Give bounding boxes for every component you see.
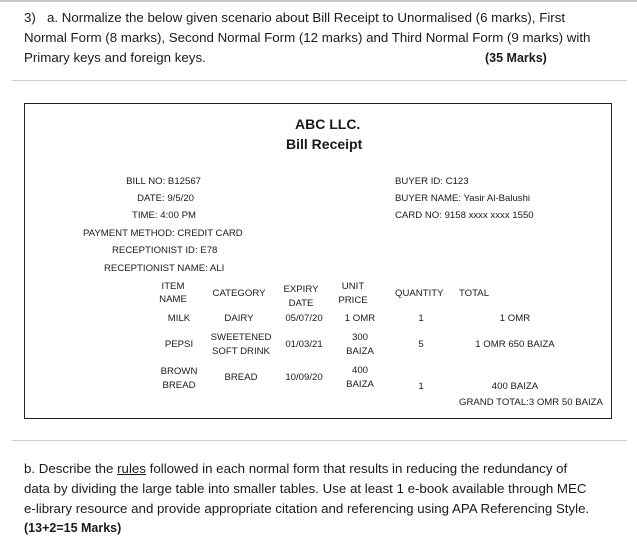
row-2-total: 1 OMR 650 BAIZA xyxy=(475,339,555,350)
header-item-name: NAME xyxy=(159,294,187,305)
question-b-marks: (13+2=15 Marks) xyxy=(24,521,122,535)
row-2-expiry: 01/03/21 xyxy=(285,339,323,350)
row-3-quantity: 1 xyxy=(418,381,424,392)
header-unit: UNIT xyxy=(341,281,365,292)
header-unit-price: PRICE xyxy=(338,295,368,306)
bill-no: BILL NO: B12567 xyxy=(126,176,201,187)
row-1-total: 1 OMR xyxy=(499,313,531,324)
header-expiry: EXPIRY xyxy=(283,284,319,295)
row-3-total: 400 BAIZA xyxy=(491,381,539,392)
row-3-item-2: BREAD xyxy=(162,380,196,391)
rules-underlined: rules xyxy=(117,461,146,476)
question-b-line-1-pre: b. Describe the xyxy=(24,461,118,476)
row-3-price-2: BAIZA xyxy=(346,379,374,390)
row-1-category: DAIRY xyxy=(224,313,254,324)
header-item: ITEM xyxy=(161,281,185,292)
question-a-line-2: Normal Form (8 marks), Second Normal Form (12 marks) and Third Normal Form (9 marks) with xyxy=(24,30,591,45)
receipt-company: ABC LLC. xyxy=(295,116,361,132)
payment-method: PAYMENT METHOD: CREDIT CARD xyxy=(83,228,243,239)
row-2-price-1: 300 xyxy=(351,332,368,343)
header-quantity: QUANTITY xyxy=(395,288,444,299)
top-border xyxy=(0,0,637,2)
question-b-line-3: e-library resource and provide appropriate citation and referencing using APA Referencing Style. xyxy=(24,501,590,516)
receptionist-name: RECEPTIONIST NAME: ALI xyxy=(104,263,225,274)
row-3-category: BREAD xyxy=(224,372,258,383)
question-b-line-1 xyxy=(24,459,567,479)
header-category: CATEGORY xyxy=(212,288,266,299)
row-1-item: MILK xyxy=(167,313,191,324)
card-no: CARD NO: 9158 xxxx xxxx 1550 xyxy=(395,210,534,221)
buyer-name: BUYER NAME: Yasir Al-Balushi xyxy=(395,193,531,204)
row-2-item: PEPSI xyxy=(164,339,194,350)
question-number: 3) xyxy=(24,10,36,25)
row-2-price-2: BAIZA xyxy=(346,346,374,357)
bill-date: DATE: 9/5/20 xyxy=(137,193,194,204)
row-3-expiry: 10/09/20 xyxy=(285,372,323,383)
buyer-id: BUYER ID: C123 xyxy=(395,176,469,187)
row-1-price: 1 OMR xyxy=(344,313,376,324)
row-1-expiry: 05/07/20 xyxy=(285,313,323,324)
header-expiry-date: DATE xyxy=(288,298,314,309)
row-3-price-1: 400 xyxy=(351,365,368,376)
row-1-quantity: 1 xyxy=(418,313,424,324)
receptionist-id: RECEPTIONIST ID: E78 xyxy=(112,245,218,256)
bill-time: TIME: 4:00 PM xyxy=(132,210,196,221)
question-a-line-1: a. Normalize the below given scenario about Bill Receipt to Unormalised (6 marks), First xyxy=(47,10,566,25)
receipt-title: Bill Receipt xyxy=(286,136,363,152)
row-3-item-1: BROWN xyxy=(160,366,198,377)
header-total: TOTAL xyxy=(459,288,490,299)
question-a-line-3: Primary keys and foreign keys. xyxy=(24,50,206,65)
question-a-marks: (35 Marks) xyxy=(485,51,547,65)
grand-total: GRAND TOTAL:3 OMR 50 BAIZA xyxy=(459,397,603,408)
separator-top xyxy=(12,80,627,81)
row-2-category-1: SWEETENED xyxy=(210,332,272,343)
question-b-line-2: data by dividing the large table into smaller tables. Use at least 1 e-book available through MEC xyxy=(24,481,587,496)
question-b-line-1-post: followed in each normal form that results in reducing the redundancy of xyxy=(145,461,568,476)
separator-bottom xyxy=(12,440,627,441)
row-2-category-2: SOFT DRINK xyxy=(212,346,270,357)
row-2-quantity: 5 xyxy=(418,339,424,350)
